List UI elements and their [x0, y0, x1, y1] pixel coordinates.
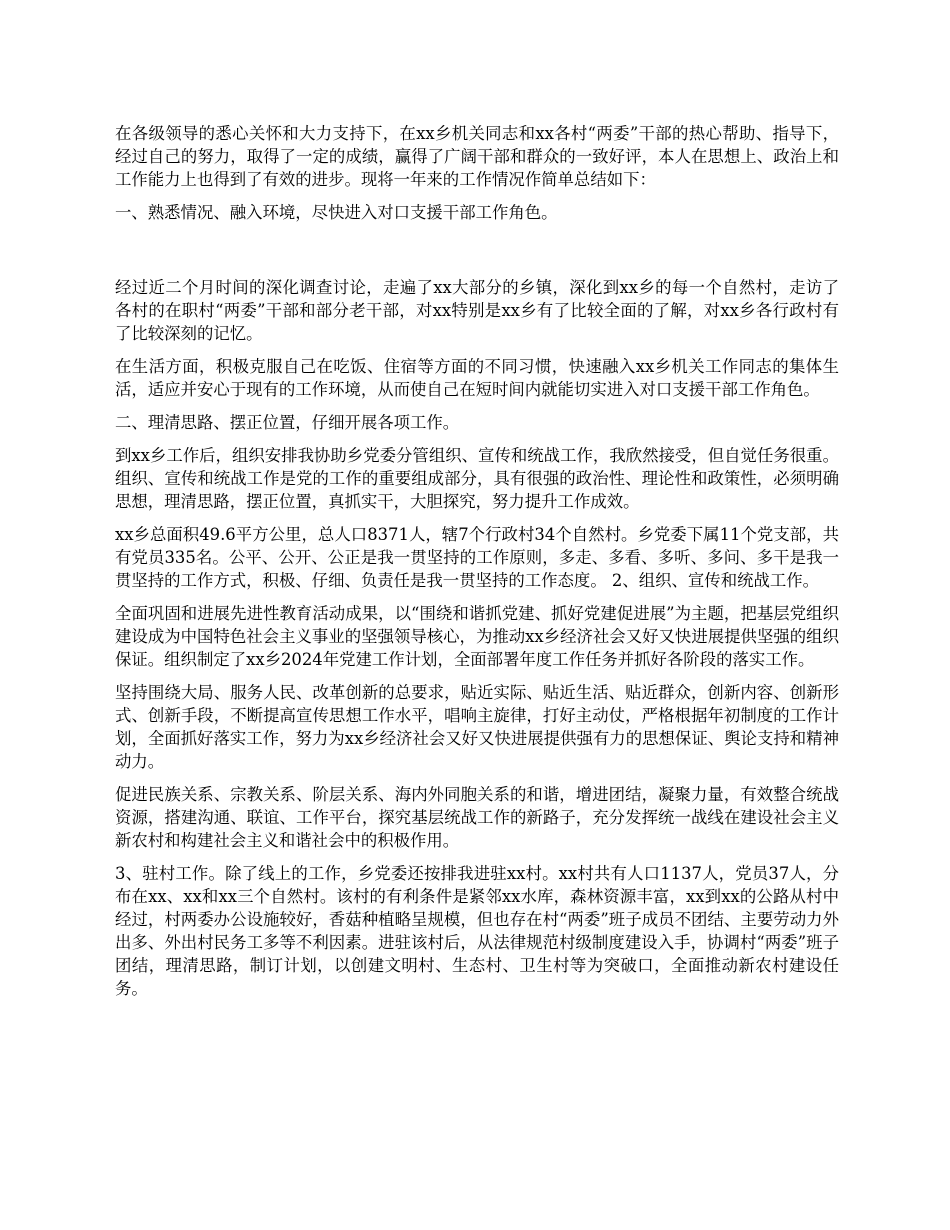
- section-heading-2: 二、理清思路、摆正位置，仔细开展各项工作。: [115, 413, 460, 432]
- body-paragraph-assignment: 到xx乡工作后，组织安排我协助乡党委分管组织、宣传和统战工作，我欣然接受，但自觉任务很重。组织、宣传和统战工作是党的工作的重要组成部分，具有很强的政治性、理论性和政策性，必须明确思想，理清思路，摆正位置，真抓实干，大胆探究，努力提升工作成效。: [115, 446, 839, 511]
- blank-gap: [115, 234, 839, 276]
- body-paragraph-investigation: 经过近二个月时间的深化调查讨论，走遍了xx大部分的乡镇，深化到xx乡的每一个自然村，走访了各村的在职村“两委”干部和部分老干部，对xx特别是xx乡有了比较全面的了解，对xx乡各行政村有了比较深刻的记忆。: [115, 278, 839, 343]
- body-paragraph-statistics: xx乡总面积49.6平方公里，总人口8371人，辖7个行政村34个自然村。乡党委下属11个党支部，共有党员335名。公平、公开、公正是我一贯坚持的工作原则，多走、多看、多听、多问、多干是我一贯坚持的工作方式，积极、仔细、负责任是我一贯坚持的工作态度。 2、组织、宣传和统战工作。: [115, 525, 839, 590]
- body-paragraph-propaganda: 坚持围绕大局、服务人民、改革创新的总要求，贴近实际、贴近生活、贴近群众，创新内容、创新形式、创新手段，不断提高宣传思想工作水平，唱响主旋律，打好主动仗，严格根据年初制度的工作计划，全面抓好落实工作，努力为xx乡经济社会又好又快进展提供强有力的思想保证、舆论支持和精神动力。: [115, 683, 839, 771]
- body-paragraph-party-building: 全面巩固和进展先进性教育活动成果，以“围绕和谐抓党建、抓好党建促进展”为主题，把基层党组织建设成为中国特色社会主义事业的坚强领导核心，为推动xx乡经济社会又好又快进展提供坚强的组织保证。组织制定了xx乡2024年党建工作计划，全面部署年度工作任务并抓好各阶段的落实工作。: [115, 604, 839, 669]
- intro-paragraph: 在各级领导的悉心关怀和大力支持下，在xx乡机关同志和xx各村“两委”干部的热心帮助、指导下，经过自己的努力，取得了一定的成绩，赢得了广阔干部和群众的一致好评，本人在思想上、政治上和工作能力上也得到了有效的进步。现将一年来的工作情况作简单总结如下：: [115, 124, 839, 189]
- section-heading-1: 一、熟悉情况、融入环境，尽快进入对口支援干部工作角色。: [115, 203, 558, 222]
- body-paragraph-united-front: 促进民族关系、宗教关系、阶层关系、海内外同胞关系的和谐，增进团结，凝聚力量，有效整合统战资源，搭建沟通、联谊、工作平台，探究基层统战工作的新路子，充分发挥统一战线在建设社会主义新农村和构建社会主义和谐社会中的积极作用。: [115, 785, 839, 850]
- body-paragraph-village-work: 3、驻村工作。除了线上的工作，乡党委还按排我进驻xx村。xx村共有人口1137人，党员37人，分布在xx、xx和xx三个自然村。该村的有利条件是紧邻xx水库，森林资源丰富，xx到xx的公路从村中经过，村两委办公设施较好，香菇种植略呈规模，但也存在村“两委”班子成员不团结、主要劳动力外出多、外出村民务工多等不利因素。进驻该村后，从法律规范村级制度建设入手，协调村“两委”班子团结，理清思路，制订计划，以创建文明村、生态村、卫生村等为突破口，全面推动新农村建设任务。: [115, 864, 839, 998]
- document-body: [115, 122, 839, 1010]
- body-paragraph-life: 在生活方面，积极克服自己在吃饭、住宿等方面的不同习惯，快速融入xx乡机关工作同志的集体生活，适应并安心于现有的工作环境，从而使自己在短时间内就能切实进入对口支援干部工作角色。: [115, 357, 839, 399]
